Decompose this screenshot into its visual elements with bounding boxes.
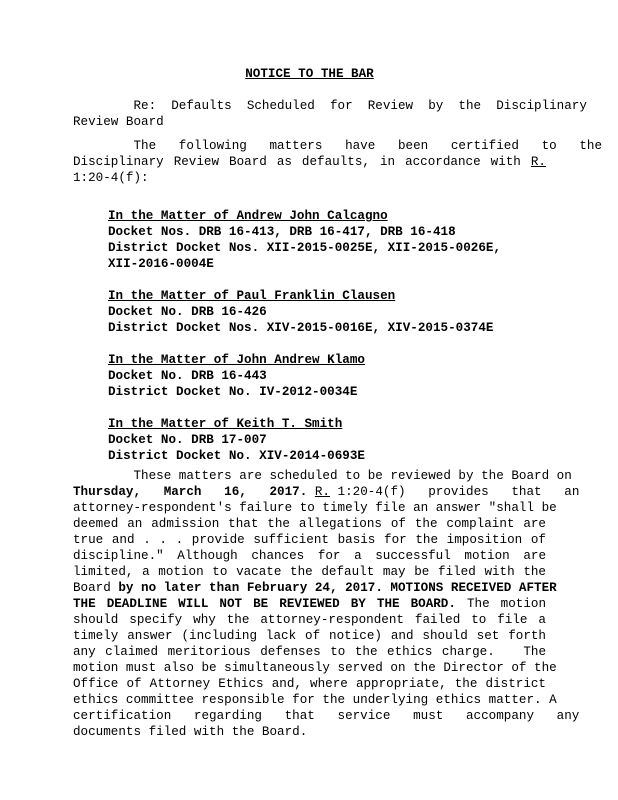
matter-docket: Docket No. DRB 16-426 [108, 305, 267, 319]
notice-title: NOTICE TO THE BAR [245, 67, 374, 81]
matter-district-docket-cont: XII-2016-0004E [108, 257, 214, 271]
rule-reference: R. [314, 485, 330, 499]
review-date: Thursday, March 16, 2017. [73, 485, 308, 499]
matter-district-docket: District Docket No. IV-2012-0034E [108, 385, 358, 399]
matter-docket: Docket Nos. DRB 16-413, DRB 16-417, DRB 16-418 [108, 225, 456, 239]
intro-line-3: 1:20-4(f): [73, 171, 149, 185]
body-line: ethics committee responsible for the underlying ethics matter. A [73, 693, 557, 707]
intro-line-1: The following matters have been certified to the [73, 139, 603, 153]
body-line: any claimed meritorious defenses to the ethics charge. The [73, 645, 546, 659]
body-line-text: 1:20-4(f) provides that an [329, 485, 580, 499]
body-line: certification regarding that service must accompany any [73, 709, 580, 723]
rule-reference: R. [530, 155, 546, 169]
matter-title: In the Matter of Andrew John Calcagno [108, 209, 388, 223]
re-line-1: Re: Defaults Scheduled for Review by the Disciplinary [73, 99, 587, 113]
body-line [73, 580, 557, 596]
body-line: timely answer (including lack of notice) and should set forth [73, 629, 546, 643]
matters-list [108, 208, 548, 480]
matter-district-docket: District Docket Nos. XIV-2015-0016E, XIV-2015-0374E [108, 321, 494, 335]
deadline-warning: THE DEADLINE WILL NOT BE REVIEWED BY THE BOARD. [73, 597, 456, 611]
body-line: deemed an admission that the allegations of the complaint are [73, 517, 546, 531]
matter-title: In the Matter of Keith T. Smith [108, 417, 343, 431]
review-paragraph [73, 468, 580, 740]
body-line: limited, a motion to vacate the default may be filed with the [73, 565, 546, 579]
intro-line-2 [73, 154, 546, 170]
re-paragraph [73, 98, 587, 130]
body-line: documents filed with the Board. [73, 725, 308, 739]
matter-item [108, 208, 548, 272]
matter-district-docket: District Docket Nos. XII-2015-0025E, XII-2015-0026E, [108, 241, 501, 255]
matter-item [108, 416, 548, 464]
matter-item [108, 352, 548, 400]
matter-docket: Docket No. DRB 17-007 [108, 433, 267, 447]
body-line: Office of Attorney Ethics and, where appropriate, the district [73, 677, 546, 691]
body-line: should specify why the attorney-respondent failed to file a [73, 613, 546, 627]
deadline-notice: by no later than February 24, 2017. MOTIONS RECEIVED AFTER [118, 581, 557, 595]
re-line-2: Review Board [73, 115, 164, 129]
matter-title: In the Matter of Paul Franklin Clausen [108, 289, 396, 303]
body-line-text: Board [73, 581, 119, 595]
body-line: motion must also be simultaneously served on the Director of the [73, 661, 557, 675]
body-line: discipline." Although chances for a successful motion are [73, 549, 546, 563]
intro-paragraph [73, 138, 603, 186]
body-line-text: The motion [455, 597, 547, 611]
body-line: true and . . . provide sufficient basis for the imposition of [73, 533, 546, 547]
matter-district-docket: District Docket No. XIV-2014-0693E [108, 449, 365, 463]
matter-item [108, 288, 548, 336]
body-line [73, 484, 580, 500]
body-line: These matters are scheduled to be reviewed by the Board on [73, 469, 572, 483]
body-line: attorney-respondent's failure to timely file an answer "shall be [73, 501, 557, 515]
intro-line-2-text: Disciplinary Review Board as defaults, in accordance with [73, 155, 531, 169]
matter-docket: Docket No. DRB 16-443 [108, 369, 267, 383]
body-line [73, 596, 546, 612]
matter-title: In the Matter of John Andrew Klamo [108, 353, 365, 367]
